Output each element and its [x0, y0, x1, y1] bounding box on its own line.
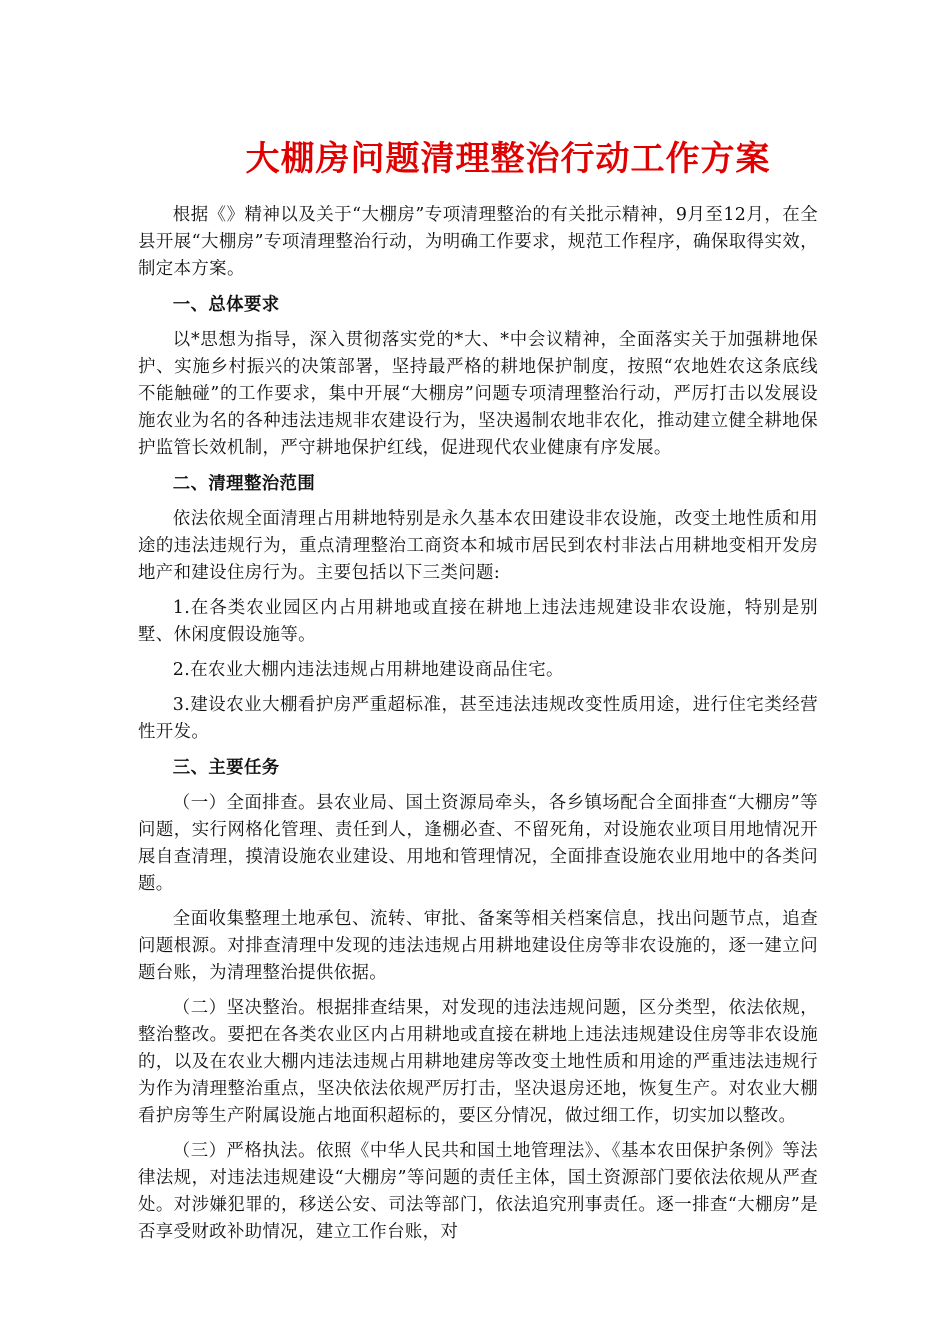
paragraph: 全面收集整理土地承包、流转、审批、备案等相关档案信息，找出问题节点，追查问题根源。对排查清理中发现的违法违规占用耕地建设住房等非农设施的，逐一建立问题台账，为清理整治提供依据。: [138, 909, 818, 983]
section-heading-general-requirements: 一、总体要求: [172, 295, 280, 315]
intro-paragraph: 根据《》精神以及关于“大棚房”专项清理整治的有关批示精神，9月至12月，在全县开展“大棚房”专项清理整治行动，为明确工作要求，规范工作程序，确保取得实效，制定本方案。: [138, 205, 818, 279]
list-item: 1.在各类农业园区内占用耕地或直接在耕地上违法违规建设非农设施，特别是别墅、休闲度假设施等。: [138, 598, 818, 645]
section-heading-scope: 二、清理整治范围: [172, 474, 316, 494]
paragraph: （三）严格执法。依照《中华人民共和国土地管理法》、《基本农田保护条例》等法律法规，对违法违规建设“大棚房”等问题的责任主体，国土资源部门要依法依规从严查处。对涉嫌犯罪的，移送公安、司法等部门，依法追究刑事责任。逐一排查“大棚房”是否享受财政补助情况，建立工作台账，对: [138, 1141, 818, 1242]
paragraph: （一）全面排查。县农业局、国土资源局牵头，各乡镇场配合全面排查“大棚房”等问题，实行网格化管理、责任到人，逢棚必查、不留死角，对设施农业项目用地情况开展自查清理，摸清设施农业建设、用地和管理情况，全面排查设施农业用地中的各类问题。: [138, 793, 818, 894]
document-page: [138, 128, 818, 1254]
paragraph: 依法依规全面清理占用耕地特别是永久基本农田建设非农设施，改变土地性质和用途的违法违规行为，重点清理整治工商资本和城市居民到农村非法占用耕地变相开发房地产和建设住房行为。主要包括以下三类问题:: [138, 509, 818, 583]
paragraph: （二）坚决整治。根据排查结果，对发现的违法违规问题，区分类型，依法依规，整治整改。要把在各类农业区内占用耕地或直接在耕地上违法违规建设住房等非农设施的，以及在农业大棚内违法违规占用耕地建房等改变土地性质和用途的严重违法违规行为作为清理整治重点，坚决依法依规严厉打击，坚决退房还地，恢复生产。对农业大棚看护房等生产附属设施占地面积超标的，要区分情况，做过细工作，切实加以整改。: [138, 998, 818, 1126]
list-item: 2.在农业大棚内违法违规占用耕地建设商品住宅。: [172, 660, 564, 680]
list-item: 3.建设农业大棚看护房严重超标准，甚至违法违规改变性质用途，进行住宅类经营性开发。: [138, 695, 818, 742]
document-title: 大棚房问题清理整治行动工作方案: [245, 139, 771, 179]
paragraph: 以*思想为指导，深入贯彻落实党的*大、*中会议精神，全面落实关于加强耕地保护、实施乡村振兴的决策部署，坚持最严格的耕地保护制度，按照“农地姓农这条底线不能触碰”的工作要求，集中开展“大棚房”问题专项清理整治行动，严厉打击以发展设施农业为名的各种违法违规非农建设行为，坚决遏制农地非农化，推动建立健全耕地保护监管长效机制，严守耕地保护红线，促进现代农业健康有序发展。: [138, 330, 818, 458]
section-heading-main-tasks: 三、主要任务: [172, 758, 280, 778]
